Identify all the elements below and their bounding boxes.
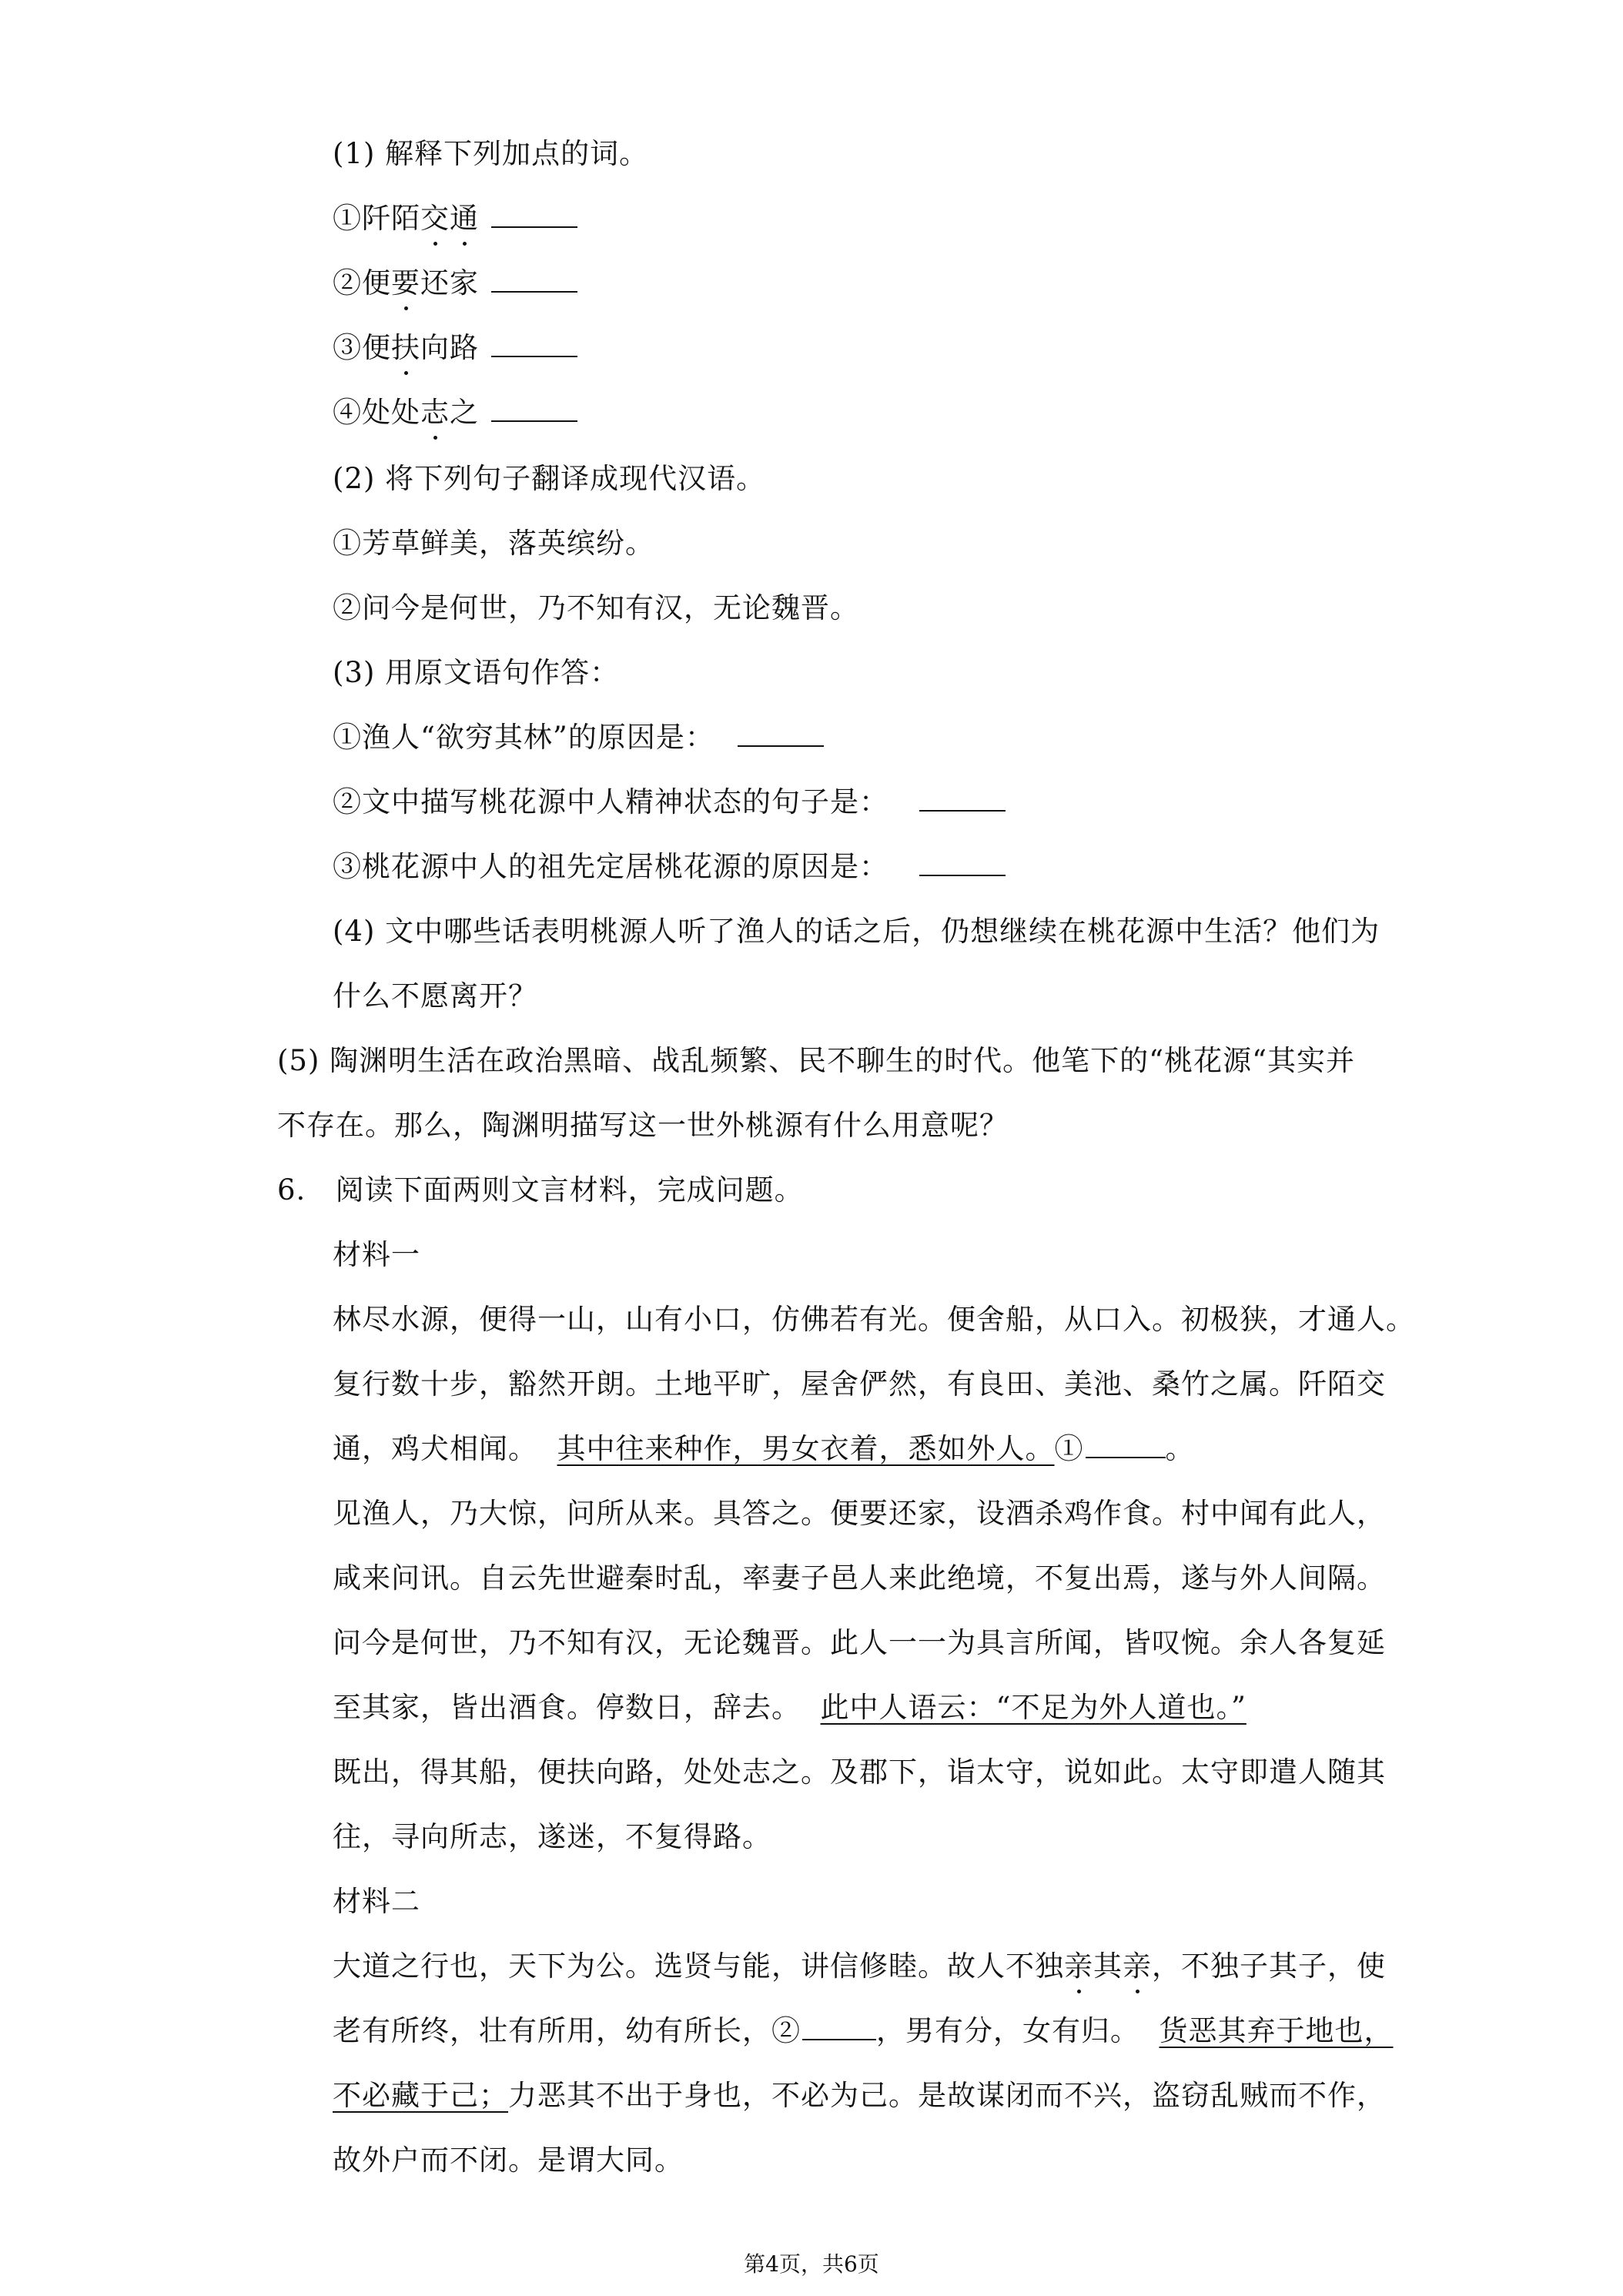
text: 大道之行也，天下为公。选贤与能，讲信修睦。故人不独 (333, 1950, 1064, 1983)
text: 力恶其不出于身也，不必为己。是故谋闭而不兴，盗窃乱贼而不作， (508, 2079, 1386, 2112)
q5-sub1-item-3 (333, 329, 577, 367)
material-1-line-2: 复行数十步，豁然开朗。土地平旷，屋舍俨然，有良田、美池、桑竹之属。阡陌交 (333, 1367, 1386, 1401)
q5-sub1-item-1 (333, 199, 577, 238)
text: ，不独子其子，使 (1152, 1950, 1386, 1983)
question-number: 6. (277, 1173, 306, 1207)
item-suffix: 向路 (420, 331, 479, 364)
underlined-sentence: 不必藏于己； (333, 2079, 508, 2112)
material-1-line-3 (333, 1430, 1195, 1468)
q5-sub2-item-2: ②问今是何世，乃不知有汉，无论魏晋。 (333, 591, 859, 624)
material-2-label: 材料二 (333, 1885, 420, 1918)
material-1-line-5: 咸来问讯。自云先世避秦时乱，率妻子邑人来此绝境，不复出焉，遂与外人间隔。 (333, 1561, 1386, 1595)
material-1-line-7 (333, 1689, 1247, 1727)
item-prefix: ②便 (333, 266, 391, 300)
underlined-sentence: 货恶其弃于地也， (1159, 2014, 1394, 2047)
answer-blank[interactable] (802, 2013, 876, 2040)
answer-blank[interactable] (491, 265, 577, 293)
item-prefix: ③便 (333, 331, 391, 364)
dotted-char: 亲 (1064, 1947, 1093, 1986)
dotted-char: 亲 (1123, 1947, 1152, 1986)
answer-blank[interactable] (919, 848, 1006, 876)
q5-sub5-line-2: 不存在。那么，陶渊明描写这一世外桃源有什么用意呢？ (277, 1109, 1009, 1142)
text: 。 (1165, 1432, 1195, 1465)
material-2-line-4: 故外户而不闭。是谓大同。 (333, 2144, 684, 2177)
answer-blank[interactable] (491, 394, 577, 422)
answer-blank[interactable] (491, 330, 577, 357)
blank-number: ① (1054, 1432, 1084, 1465)
item-suffix: 还家 (420, 266, 479, 300)
q5-sub4-line-2: 什么不愿离开？ (333, 979, 537, 1012)
q5-sub3-item-3 (333, 848, 1006, 886)
material-2-line-2 (333, 2012, 1394, 2050)
underlined-sentence: 其中往来种作，男女衣着，悉如外人。 (557, 1432, 1055, 1465)
item-text: ①渔人“欲穷其林”的原因是： (333, 721, 714, 754)
q5-sub2-item-1: ①芳草鲜美，落英缤纷。 (333, 527, 654, 560)
page-footer: 第4页，共6页 (744, 2251, 879, 2277)
item-prefix: ①阡陌 (333, 202, 420, 235)
answer-blank[interactable] (1086, 1431, 1166, 1458)
material-2-line-1 (333, 1947, 1386, 1986)
material-1-line-1: 林尽水源，便得一山，山有小口，仿佛若有光。便舍船，从口入。初极狭，才通人。 (333, 1303, 1415, 1336)
material-1-line-4: 见渔人，乃大惊，问所从来。具答之。便要还家，设酒杀鸡作食。村中闻有此人， (333, 1497, 1386, 1530)
q5-sub1-item-2 (333, 264, 577, 303)
q5-sub3-item-1 (333, 718, 824, 757)
text: 老有所终，壮有所用，幼有所长，② (333, 2014, 801, 2047)
q5-sub2-title: (2) 将下列句子翻译成现代汉语。 (333, 462, 766, 495)
q5-sub4-line-1: (4) 文中哪些话表明桃源人听了渔人的话之后，仍想继续在桃花源中生活？他们为 (333, 915, 1380, 948)
question-text: 阅读下面两则文言材料，完成问题。 (335, 1173, 804, 1207)
q5-sub3-item-2 (333, 783, 1006, 822)
item-text: ③桃花源中人的祖先定居桃花源的原因是： (333, 850, 888, 883)
answer-blank[interactable] (491, 200, 577, 228)
dotted-char: 志 (420, 393, 450, 432)
material-1-label: 材料一 (333, 1238, 420, 1271)
dotted-char: 要 (391, 264, 420, 303)
dotted-char: 扶 (391, 329, 420, 367)
text: 其 (1093, 1950, 1123, 1983)
dotted-char: 交 (420, 199, 450, 238)
answer-blank[interactable] (919, 784, 1006, 812)
material-1-line-8: 既出，得其船，便扶向路，处处志之。及郡下，诣太守，说如此。太守即遣人随其 (333, 1755, 1386, 1789)
q5-sub3-title: (3) 用原文语句作答： (333, 656, 620, 689)
text: 至其家，皆出酒食。停数日，辞去。 (333, 1691, 801, 1724)
text: 通，鸡犬相闻。 (333, 1432, 537, 1465)
dotted-char: 通 (450, 199, 479, 238)
material-2-line-3 (333, 2077, 1386, 2115)
item-suffix: 之 (450, 396, 479, 429)
underlined-sentence: 此中人语云：“不足为外人道也。” (820, 1691, 1247, 1724)
q6-stem (277, 1171, 804, 1210)
q5-sub1-title: (1) 解释下列加点的词。 (333, 137, 649, 170)
q5-sub1-item-4 (333, 393, 577, 432)
item-text: ②文中描写桃花源中人精神状态的句子是： (333, 785, 888, 818)
material-1-line-6: 问今是何世，乃不知有汉，无论魏晋。此人一一为具言所闻，皆叹惋。余人各复延 (333, 1626, 1386, 1659)
text: ，男有分，女有归。 (876, 2014, 1139, 2047)
item-prefix: ④处处 (333, 396, 420, 429)
q5-sub5-line-1: (5) 陶渊明生活在政治黑暗、战乱频繁、民不聊生的时代。他笔下的“桃花源“其实并 (277, 1044, 1356, 1077)
answer-blank[interactable] (738, 719, 824, 747)
material-1-line-9: 往，寻向所志，遂迷，不复得路。 (333, 1820, 771, 1853)
